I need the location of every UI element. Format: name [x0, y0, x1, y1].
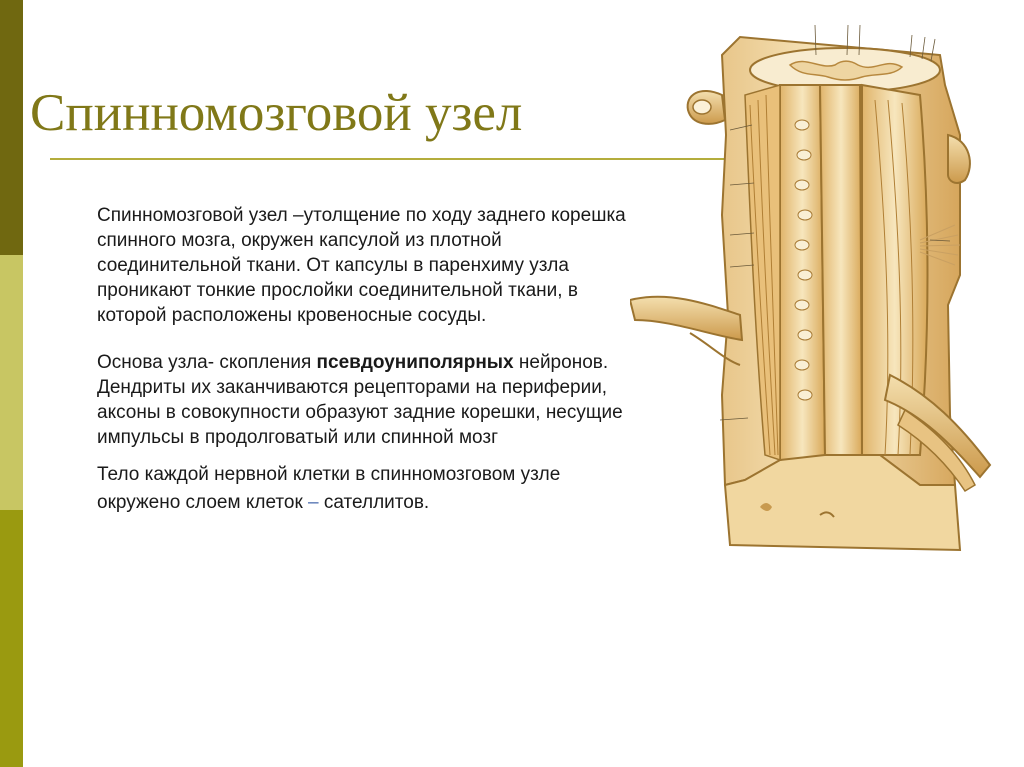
accent-bar-bottom	[0, 510, 23, 767]
paragraph-satellites-dash: –	[308, 492, 319, 513]
paragraph-definition: Спинномозговой узел –утолщение по ходу заднего корешка спинного мозга, окружен капсулой из плотной соединительной ткани. От капсулы в паренхиму узла проникают тонкие прослойки соединительной ткани, в которой расположены кровеносные сосуды.	[97, 205, 626, 326]
paragraph-satellites	[97, 461, 627, 517]
paragraph-satellites-suffix: сателлитов.	[318, 492, 430, 513]
paragraph-neurons	[97, 350, 627, 450]
accent-bar-top	[0, 0, 23, 255]
slide-title: Спинномозговой узел	[30, 84, 523, 142]
spinal-cord-anatomy-icon	[630, 15, 1005, 555]
paragraph-neurons-suffix: нейронов. Дендриты их заканчиваются рецепторами на периферии, аксоны в совокупности образуют задние корешки, несущие импульсы в продолговатый или спинной мозг	[97, 352, 623, 448]
paragraph-satellites-prefix: Тело каждой нервной клетки в спинномозговом узле окружено слоем клеток	[97, 464, 561, 513]
paragraph-neurons-prefix: Основа узла- скопления	[97, 352, 317, 373]
body-text	[97, 203, 627, 517]
paragraph-neurons-bold-term: псевдоуниполярных	[316, 352, 514, 373]
accent-bar-middle	[0, 255, 23, 510]
spinal-cord-illustration	[630, 15, 1005, 555]
